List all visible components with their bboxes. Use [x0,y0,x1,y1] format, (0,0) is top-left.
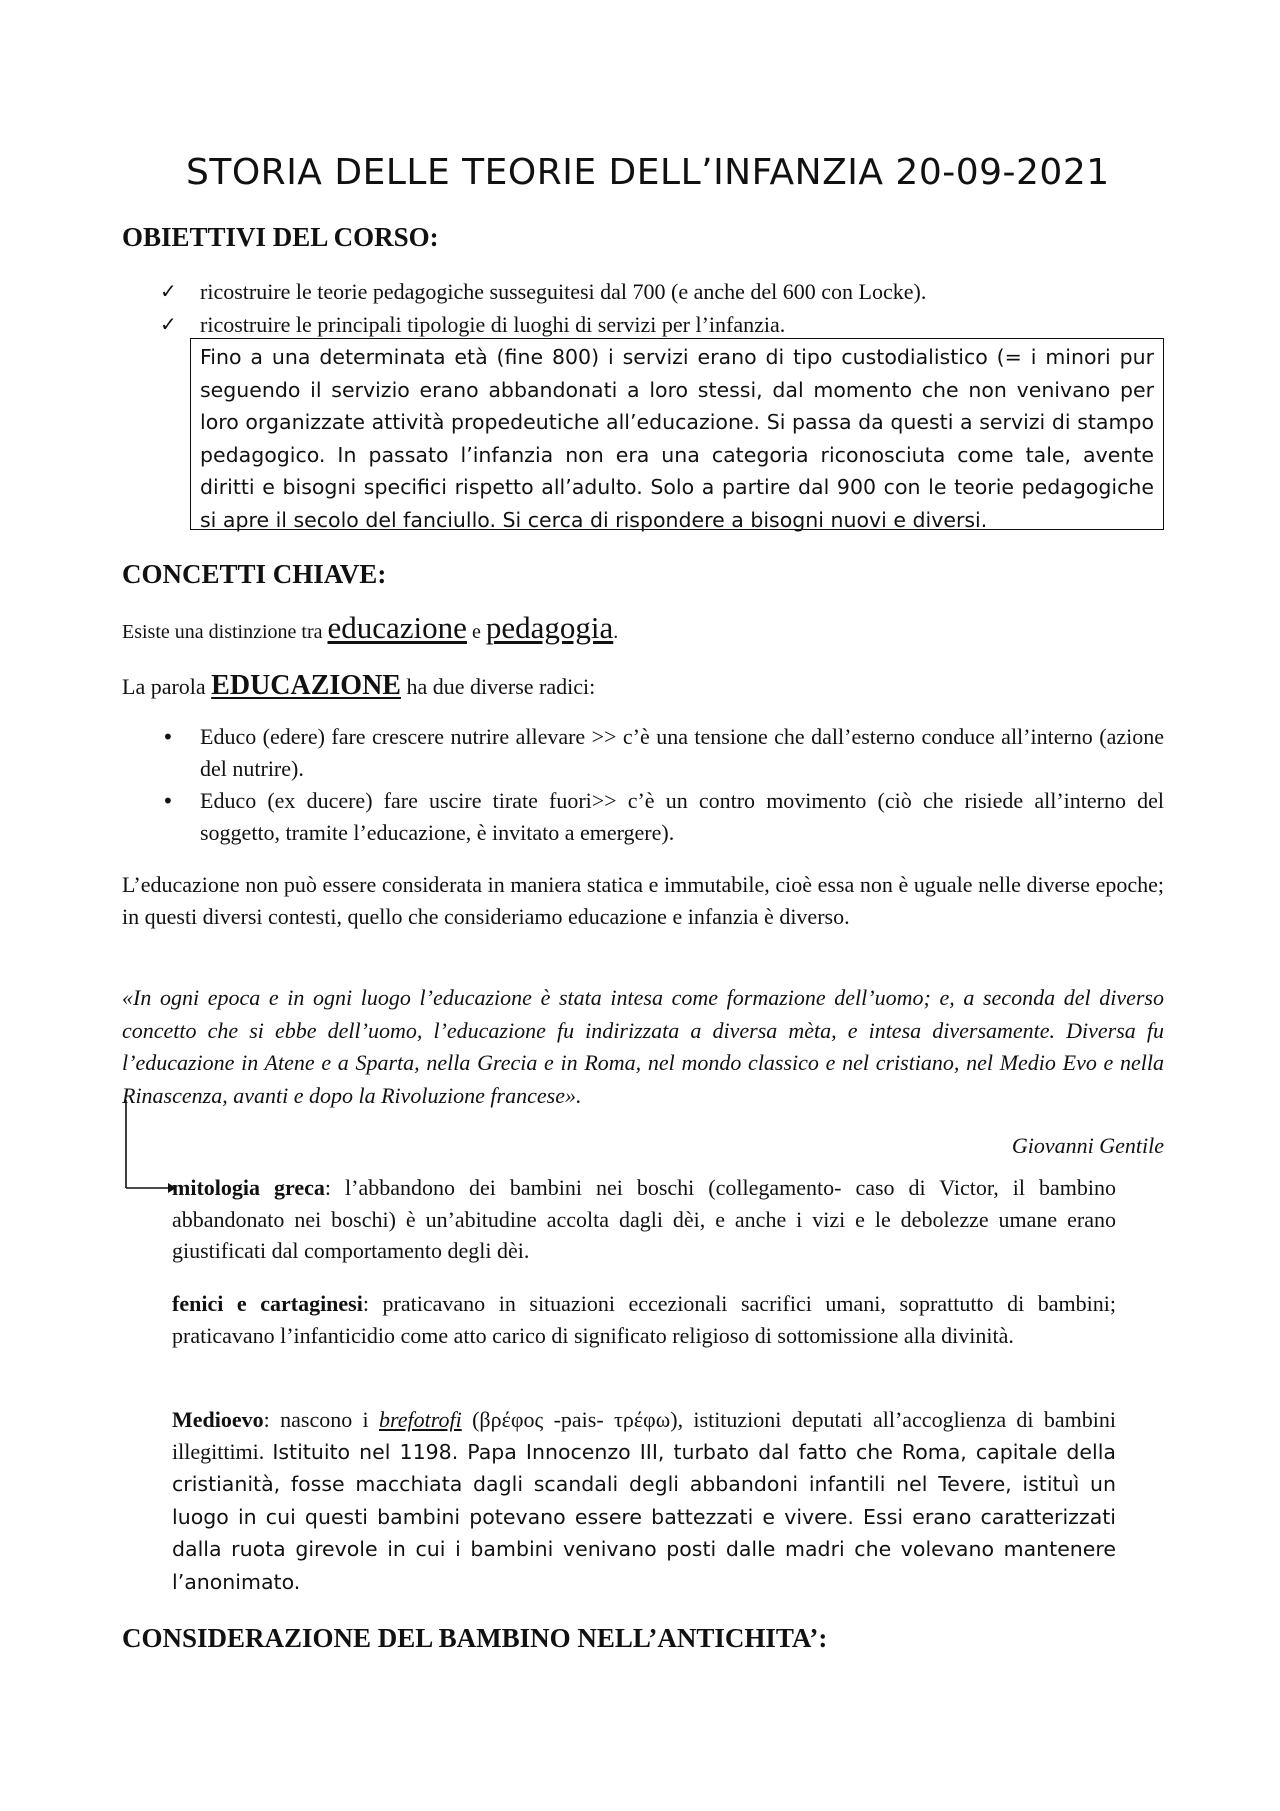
note-middle-ages [172,1404,1116,1598]
gentile-quote: «In ogni epoca e in ogni luogo l’educazione è stata intesa come formazione dell’uomo; e, a seconda del diverso concetto che si ebbe dell’uomo, l’educazione fu indirizzata a diversa mèta, e intesa diversamente. Diversa fu l’educazione in Atene e a Sparta, nella Grecia e in Roma, nel mondo classico e nel cristiano, nel Medio Evo e nella Rinascenza, avanti e dopo la Rivoluzione francese». [122,985,1164,1108]
check-icon: ✓ [160,279,177,303]
term-brefotrofi: brefotrofi [379,1407,462,1432]
roots-suffix: ha due diverse radici: [400,674,596,699]
objective-text: ricostruire le principali tipologie di luoghi di servizi per l’infanzia. [200,312,786,337]
connector-arrow-icon [124,1100,176,1195]
list-item [160,275,1170,308]
distinction-middle: e [466,621,486,643]
distinction-suffix: . [613,621,619,643]
quote-author: Giovanni Gentile [1011,1133,1164,1158]
note-label: fenici e cartaginesi [172,1291,363,1316]
objectives-list [160,275,1170,341]
root-text: Educo (edere) fare crescere nutrire allevare >> c’è una tensione che dall’esterno conduce all’interno (azione del nutrire). [200,724,1164,781]
distinction-prefix: Esiste una distinzione tra [122,621,328,643]
bullet-icon: • [162,789,174,813]
objectives-heading: OBIETTIVI DEL CORSO: [122,222,439,252]
antiquity-heading: CONSIDERAZIONE DEL BAMBINO NELL’ANTICHITA’: [122,1623,828,1653]
bullet-icon: • [162,725,174,749]
objective-text: ricostruire le teorie pedagogiche susseguitesi dal 700 (e anche del 600 con Locke). [200,279,927,304]
word-roots-paragraph [122,670,1164,703]
note-greek-mythology [172,1172,1116,1267]
note-history-text: Istituito nel 1198. Papa Innocenzo III, turbato dal fatto che Roma, capitale della cristianità, fosse macchiata dagli scandali degli abbandoni infantili nel Tevere, istituì un luogo in cui questi bambini potevano essere battezzati e vivere. Essi erano caratterizzati dalla ruota girevole in cui i bambini venivano posti dalle madri che volevano mantenere l’anonimato. [172,1439,1116,1594]
list-item [160,721,1164,785]
concepts-heading: CONCETTI CHIAVE: [122,559,387,589]
roots-list [160,721,1164,849]
list-item [160,308,1170,341]
note-label: Medioevo [172,1407,264,1432]
note-label: mitologia greca [172,1175,325,1200]
check-icon: ✓ [160,312,177,336]
note-greek-etymology: (βρέφος -pais- τρέφω), istituzioni deputati all’accoglienza di bambini illegittimi. [172,1407,1116,1464]
term-educazione: educazione [327,610,467,645]
note-text: : praticavano in situazioni eccezionali sacrifici umani, soprattutto di bambini; praticavano l’infanticidio come atto carico di significato religioso di sottomissione alla divinità. [172,1291,1116,1348]
distinction-paragraph [122,612,1164,648]
document-title: STORIA DELLE TEORIE DELL’INFANZIA 20-09-2021 [186,152,1110,193]
not-static-paragraph: L’educazione non può essere considerata in maniera statica e immutabile, cioè essa non è uguale nelle diverse epoche; in questi diversi contesti, quello che consideriamo educazione e infanzia è diverso. [122,872,1164,929]
term-educazione-caps: EDUCAZIONE [211,670,401,701]
note-text: : l’abbandono dei bambini nei boschi (collegamento- caso di Victor, il bambino abbandonato nei boschi) è un’abitudine accolta dagli dèi, e anche i vizi e le debolezze umane erano giustificati dal comportamento degli dèi. [172,1175,1116,1263]
list-item [160,785,1164,849]
roots-prefix: La parola [122,674,212,699]
boxed-note: Fino a una determinata età (fine 800) i servizi erano di tipo custodialistico (= i minori pur seguendo il servizio erano abbandonati a loro stessi, dal momento che non venivano per loro organizzate attività propedeutiche all’educazione. Si passa da questi a servizi di stampo pedagogico. In passato l’infanzia non era una categoria riconosciuta come tale, avente diritti e bisogni specifici rispetto all’adulto. Solo a partire dal 900 con le teorie pedagogiche si apre il secolo del fanciullo. Si cerca di rispondere a bisogni nuovi e diversi. [190,338,1164,530]
note-text: : nascono i [263,1407,380,1432]
term-pedagogia: pedagogia [485,610,614,645]
note-phoenicians [172,1288,1116,1351]
root-text: Educo (ex ducere) fare uscire tirate fuori>> c’è un contro movimento (ciò che risiede all’interno del soggetto, tramite l’educazione, è invitato a emergere). [200,788,1164,845]
